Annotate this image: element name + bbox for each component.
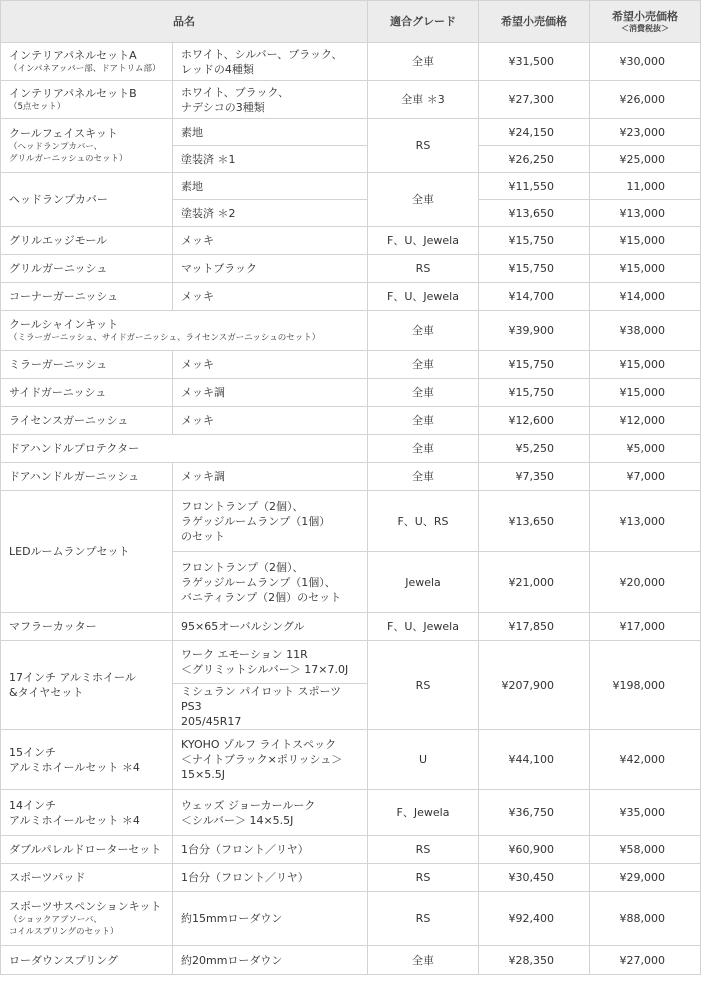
table-row xyxy=(1,81,701,119)
item-spec: 1台分（フロント／リヤ） xyxy=(173,836,368,864)
header-price-ex-tax xyxy=(590,1,701,43)
item-grade: 全車 xyxy=(368,435,479,463)
item-name: LEDルームランプセット xyxy=(1,491,173,613)
item-spec: 約15mmローダウン xyxy=(173,892,368,946)
item-name: グリルエッジモール xyxy=(1,227,173,255)
item-price: ¥15,750 xyxy=(479,255,590,283)
table-row xyxy=(1,790,701,836)
table-row xyxy=(1,43,701,81)
header-price-ex-label: 希望小売価格 xyxy=(612,10,678,23)
item-name xyxy=(1,311,368,351)
item-grade: RS xyxy=(368,892,479,946)
item-price-ex-tax: ¥13,000 xyxy=(590,491,701,552)
item-grade: 全車 xyxy=(368,311,479,351)
item-price: ¥60,900 xyxy=(479,836,590,864)
item-grade: F、U、Jewela xyxy=(368,613,479,641)
table-row xyxy=(1,491,701,552)
item-name: 15インチ アルミホイールセット ＊4 xyxy=(1,730,173,790)
table-row xyxy=(1,255,701,283)
item-name: グリルガーニッシュ xyxy=(1,255,173,283)
table-row xyxy=(1,227,701,255)
item-name: ドアハンドルガーニッシュ xyxy=(1,463,173,491)
item-grade: F、Jewela xyxy=(368,790,479,836)
table-row xyxy=(1,379,701,407)
item-price: ¥207,900 xyxy=(479,641,590,730)
item-spec: メッキ xyxy=(173,283,368,311)
header-name: 品名 xyxy=(1,1,368,43)
table-row xyxy=(1,641,701,684)
item-name: ミラーガーニッシュ xyxy=(1,351,173,379)
item-name: ダブルパレルドローターセット xyxy=(1,836,173,864)
item-name: マフラーカッター xyxy=(1,613,173,641)
item-price-ex-tax: ¥20,000 xyxy=(590,552,701,613)
header-price-ex-note: ＜消費税抜＞ xyxy=(621,24,669,33)
table-row xyxy=(1,311,701,351)
item-name: サイドガーニッシュ xyxy=(1,379,173,407)
item-price: ¥24,150 xyxy=(479,119,590,146)
item-price-ex-tax: ¥23,000 xyxy=(590,119,701,146)
item-note: （5点セット） xyxy=(9,102,66,112)
item-grade: RS xyxy=(368,641,479,730)
item-price-ex-tax: ¥14,000 xyxy=(590,283,701,311)
table-row xyxy=(1,435,701,463)
item-spec: メッキ xyxy=(173,407,368,435)
item-price-ex-tax: ¥58,000 xyxy=(590,836,701,864)
item-price-ex-tax: ¥15,000 xyxy=(590,227,701,255)
item-grade: U xyxy=(368,730,479,790)
item-spec: ウェッズ ジョーカールーク ＜シルバー＞ 14×5.5J xyxy=(173,790,368,836)
header-price: 希望小売価格 xyxy=(479,1,590,43)
item-price-ex-tax: ¥198,000 xyxy=(590,641,701,730)
item-grade: RS xyxy=(368,836,479,864)
item-grade: F、U、Jewela xyxy=(368,283,479,311)
item-spec: 塗装済 ＊2 xyxy=(173,200,368,227)
item-name: ローダウンスプリング xyxy=(1,946,173,975)
item-spec: フロントランプ（2個）、 ラゲッジルームランプ（1個）、 バニティランプ（2個）のセット xyxy=(173,552,368,613)
item-grade: 全車 xyxy=(368,463,479,491)
table-row xyxy=(1,283,701,311)
item-price-ex-tax: ¥15,000 xyxy=(590,255,701,283)
item-price-ex-tax: ¥88,000 xyxy=(590,892,701,946)
item-price-ex-tax: ¥15,000 xyxy=(590,351,701,379)
item-name-text: インテリアパネルセットB xyxy=(9,87,137,100)
item-grade: 全車 xyxy=(368,173,479,227)
table-row xyxy=(1,613,701,641)
item-spec: メッキ xyxy=(173,351,368,379)
item-price: ¥44,100 xyxy=(479,730,590,790)
item-spec: 素地 xyxy=(173,119,368,146)
table-row xyxy=(1,351,701,379)
item-spec: 約20mmローダウン xyxy=(173,946,368,975)
item-name: スポーツパッド xyxy=(1,864,173,892)
item-price: ¥27,300 xyxy=(479,81,590,119)
item-grade: 全車 xyxy=(368,946,479,975)
item-grade: 全車 xyxy=(368,379,479,407)
item-name xyxy=(1,81,173,119)
header-grade: 適合グレード xyxy=(368,1,479,43)
item-name xyxy=(1,43,173,81)
item-spec: メッキ調 xyxy=(173,463,368,491)
item-price-ex-tax: ¥13,000 xyxy=(590,200,701,227)
item-price: ¥15,750 xyxy=(479,227,590,255)
item-price: ¥5,250 xyxy=(479,435,590,463)
item-name xyxy=(1,119,173,173)
item-price: ¥31,500 xyxy=(479,43,590,81)
item-note: （ショックアブソーバ、 コイルスプリングのセット） xyxy=(9,915,119,937)
item-price-ex-tax: ¥15,000 xyxy=(590,379,701,407)
item-price-ex-tax: ¥25,000 xyxy=(590,146,701,173)
table-row xyxy=(1,864,701,892)
item-grade: 全車 xyxy=(368,351,479,379)
item-grade: RS xyxy=(368,255,479,283)
item-price-ex-tax: ¥38,000 xyxy=(590,311,701,351)
item-note: （インパネアッパー部、ドアトリム部） xyxy=(9,64,161,74)
item-price-ex-tax: ¥30,000 xyxy=(590,43,701,81)
item-name: ドアハンドルプロテクター xyxy=(1,435,368,463)
item-price: ¥15,750 xyxy=(479,379,590,407)
table-row xyxy=(1,463,701,491)
item-note: （ミラーガーニッシュ、サイドガーニッシュ、ライセンスガーニッシュのセット） xyxy=(9,333,321,343)
item-price: ¥7,350 xyxy=(479,463,590,491)
item-spec: 塗装済 ＊1 xyxy=(173,146,368,173)
item-name-text: クールフェイスキット xyxy=(9,127,118,140)
item-price: ¥39,900 xyxy=(479,311,590,351)
table-row xyxy=(1,892,701,946)
table-row xyxy=(1,119,701,146)
item-price-ex-tax: ¥35,000 xyxy=(590,790,701,836)
item-spec: ホワイト、シルバー、ブラック、 レッドの4種類 xyxy=(173,43,368,81)
table-row xyxy=(1,173,701,200)
item-price-ex-tax: ¥7,000 xyxy=(590,463,701,491)
item-spec: ホワイト、ブラック、 ナデシコの3種類 xyxy=(173,81,368,119)
item-price-ex-tax: 11,000 xyxy=(590,173,701,200)
item-grade: 全車 xyxy=(368,43,479,81)
item-price-ex-tax: ¥42,000 xyxy=(590,730,701,790)
item-name-text: クールシャインキット xyxy=(9,318,119,331)
item-grade: RS xyxy=(368,119,479,173)
item-price: ¥92,400 xyxy=(479,892,590,946)
item-price: ¥17,850 xyxy=(479,613,590,641)
item-price-ex-tax: ¥5,000 xyxy=(590,435,701,463)
item-price: ¥36,750 xyxy=(479,790,590,836)
item-price-ex-tax: ¥29,000 xyxy=(590,864,701,892)
item-price: ¥13,650 xyxy=(479,491,590,552)
table-row xyxy=(1,407,701,435)
item-spec: ミシュラン パイロット スポーツPS3 205/45R17 xyxy=(173,684,368,730)
item-grade: 全車 xyxy=(368,407,479,435)
item-price: ¥26,250 xyxy=(479,146,590,173)
item-grade: RS xyxy=(368,864,479,892)
item-spec: KYOHO ゾルフ ライトスペック ＜ナイトブラック×ポリッシュ＞ 15×5.5J xyxy=(173,730,368,790)
item-grade: F、U、RS xyxy=(368,491,479,552)
item-price: ¥13,650 xyxy=(479,200,590,227)
item-price: ¥28,350 xyxy=(479,946,590,975)
table-row xyxy=(1,730,701,790)
item-price: ¥14,700 xyxy=(479,283,590,311)
item-name: コーナーガーニッシュ xyxy=(1,283,173,311)
item-grade: 全車 ＊3 xyxy=(368,81,479,119)
item-price: ¥30,450 xyxy=(479,864,590,892)
item-name: ライセンスガーニッシュ xyxy=(1,407,173,435)
item-price: ¥15,750 xyxy=(479,351,590,379)
item-spec: 95×65オーバルシングル xyxy=(173,613,368,641)
item-spec: 1台分（フロント／リヤ） xyxy=(173,864,368,892)
item-grade: Jewela xyxy=(368,552,479,613)
item-name: ヘッドランプカバー xyxy=(1,173,173,227)
item-name: 17インチ アルミホイール &タイヤセット xyxy=(1,641,173,730)
item-price-ex-tax: ¥12,000 xyxy=(590,407,701,435)
item-price: ¥11,550 xyxy=(479,173,590,200)
item-price-ex-tax: ¥26,000 xyxy=(590,81,701,119)
item-spec: フロントランプ（2個）、 ラゲッジルームランプ（1個） のセット xyxy=(173,491,368,552)
item-name-text: スポーツサスペンションキット xyxy=(9,900,162,913)
item-price-ex-tax: ¥17,000 xyxy=(590,613,701,641)
table-header-row xyxy=(1,1,701,43)
item-price: ¥21,000 xyxy=(479,552,590,613)
item-price: ¥12,600 xyxy=(479,407,590,435)
item-name: 14インチ アルミホイールセット ＊4 xyxy=(1,790,173,836)
item-note: （ヘッドランプカバー、 グリルガーニッシュのセット） xyxy=(9,142,128,164)
item-spec: ワーク エモーション 11R ＜グリミットシルバー＞ 17×7.0J xyxy=(173,641,368,684)
item-name-text: インテリアパネルセットA xyxy=(9,49,137,62)
item-grade: F、U、Jewela xyxy=(368,227,479,255)
item-price-ex-tax: ¥27,000 xyxy=(590,946,701,975)
item-spec: メッキ xyxy=(173,227,368,255)
table-row xyxy=(1,836,701,864)
item-spec: 素地 xyxy=(173,173,368,200)
item-spec: マットブラック xyxy=(173,255,368,283)
item-spec: メッキ調 xyxy=(173,379,368,407)
item-name xyxy=(1,892,173,946)
table-row xyxy=(1,946,701,975)
